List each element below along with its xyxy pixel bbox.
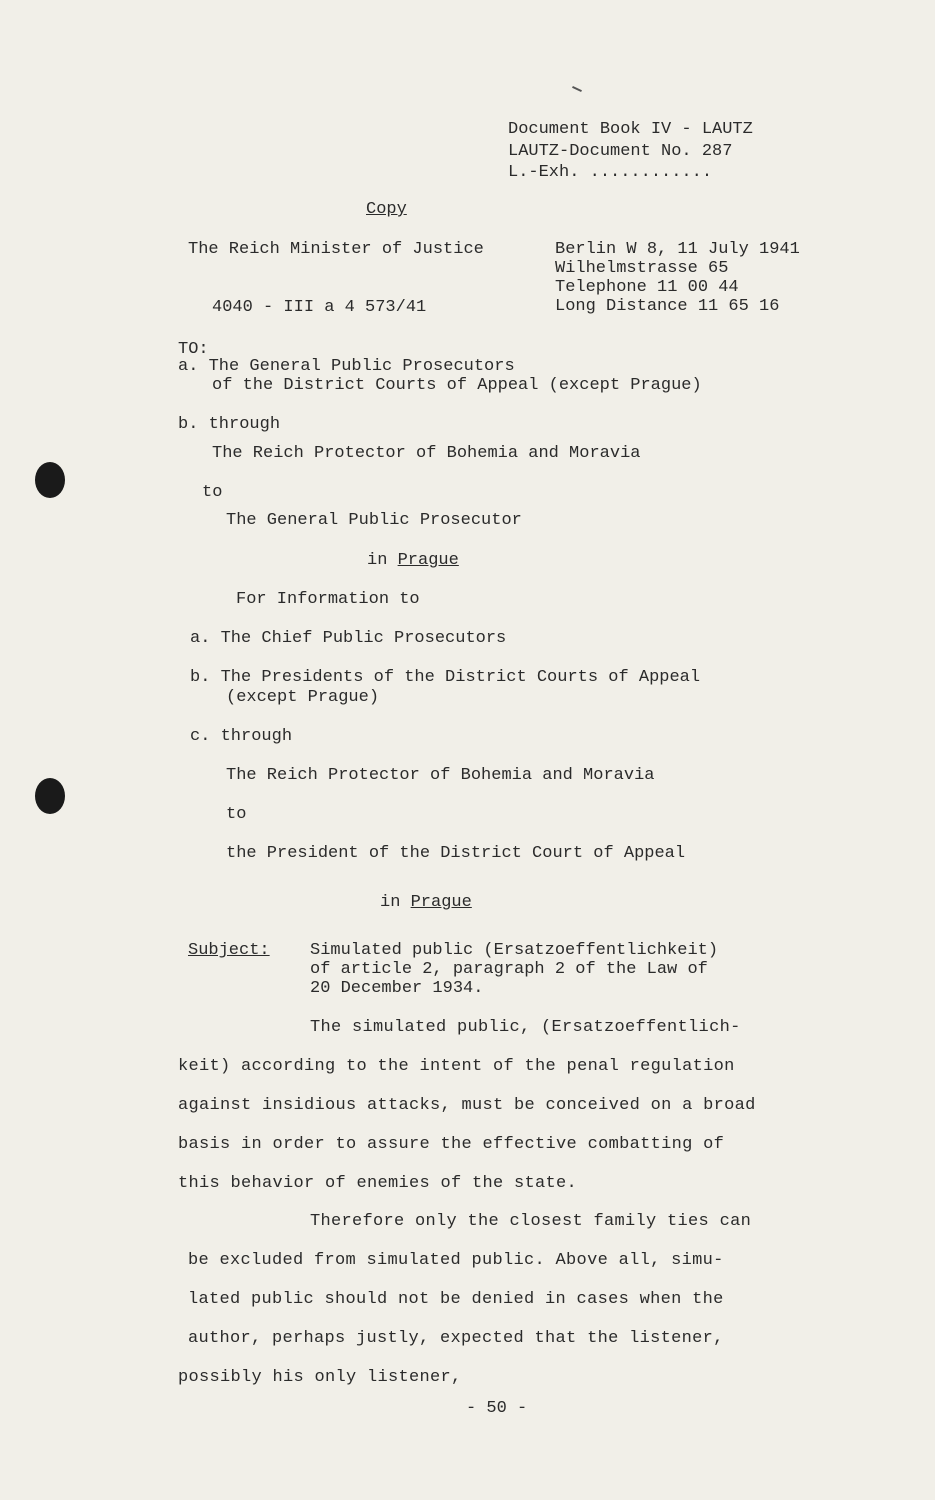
body-p1-l3: against insidious attacks, must be conceived on a broad bbox=[178, 1096, 756, 1115]
header-doc-number: LAUTZ-Document No. 287 bbox=[508, 142, 733, 161]
info-a: a. The Chief Public Prosecutors bbox=[190, 629, 507, 648]
to-a-line1: a. The General Public Prosecutors bbox=[178, 357, 515, 376]
punch-hole-top bbox=[35, 462, 65, 498]
sender-street: Wilhelmstrasse 65 bbox=[555, 259, 729, 278]
sender-title: The Reich Minister of Justice bbox=[188, 240, 484, 259]
body-p2-l3: lated public should not be denied in cases when the bbox=[188, 1290, 724, 1309]
to-b-line3: The General Public Prosecutor bbox=[226, 511, 522, 530]
info-c-city: Prague bbox=[410, 893, 472, 912]
subject-line2: of article 2, paragraph 2 of the Law of bbox=[310, 960, 708, 979]
copy-label: Copy bbox=[366, 200, 407, 219]
place-date: Berlin W 8, 11 July 1941 bbox=[555, 240, 800, 259]
info-c-line3: the President of the District Court of Appeal bbox=[226, 844, 686, 863]
info-c-in-line bbox=[380, 893, 472, 912]
sender-reference: 4040 - III a 4 573/41 bbox=[212, 298, 427, 317]
to-b-city: Prague bbox=[397, 551, 459, 570]
header-exhibit: L.-Exh. ............ bbox=[508, 163, 713, 182]
info-b-line2: (except Prague) bbox=[226, 688, 380, 707]
info-label: For Information to bbox=[236, 590, 420, 609]
page-number: - 50 - bbox=[466, 1399, 528, 1418]
punch-hole-bottom bbox=[35, 778, 65, 814]
to-a-line2: of the District Courts of Appeal (except Prague) bbox=[212, 376, 702, 395]
to-b-to: to bbox=[202, 483, 223, 502]
to-b-in: in bbox=[367, 551, 388, 570]
body-p2-l1: Therefore only the closest family ties can bbox=[310, 1212, 752, 1231]
subject-line3: 20 December 1934. bbox=[310, 979, 484, 998]
sender-telephone: Telephone 11 00 44 bbox=[555, 278, 739, 297]
info-c-in: in bbox=[380, 893, 401, 912]
header-doc-book: Document Book IV - LAUTZ bbox=[508, 120, 753, 139]
body-p1-l1: The simulated public, (Ersatzoeffentlich- bbox=[310, 1018, 741, 1037]
body-p1-l5: this behavior of enemies of the state. bbox=[178, 1174, 578, 1193]
body-p2-l5: possibly his only listener, bbox=[178, 1368, 462, 1387]
subject-line1: Simulated public (Ersatzoeffentlichkeit) bbox=[310, 941, 719, 960]
info-c-line2: The Reich Protector of Bohemia and Moravia bbox=[226, 766, 655, 785]
to-b-in-line bbox=[367, 551, 459, 570]
info-c-to: to bbox=[226, 805, 247, 824]
to-b-line2: The Reich Protector of Bohemia and Moravia bbox=[212, 444, 641, 463]
body-p2-l2: be excluded from simulated public. Above all, simu- bbox=[188, 1251, 724, 1270]
pen-mark bbox=[572, 86, 582, 92]
subject-label: Subject: bbox=[188, 941, 270, 960]
to-label: TO: bbox=[178, 340, 209, 359]
body-p1-l2: keit) according to the intent of the penal regulation bbox=[178, 1057, 735, 1076]
to-b-line1: b. through bbox=[178, 415, 281, 434]
body-p1-l4: basis in order to assure the effective combatting of bbox=[178, 1135, 725, 1154]
sender-long-distance: Long Distance 11 65 16 bbox=[555, 297, 780, 316]
body-p2-l4: author, perhaps justly, expected that the listener, bbox=[188, 1329, 724, 1348]
info-c-line1: c. through bbox=[190, 727, 293, 746]
info-b-line1: b. The Presidents of the District Courts of Appeal bbox=[190, 668, 701, 687]
